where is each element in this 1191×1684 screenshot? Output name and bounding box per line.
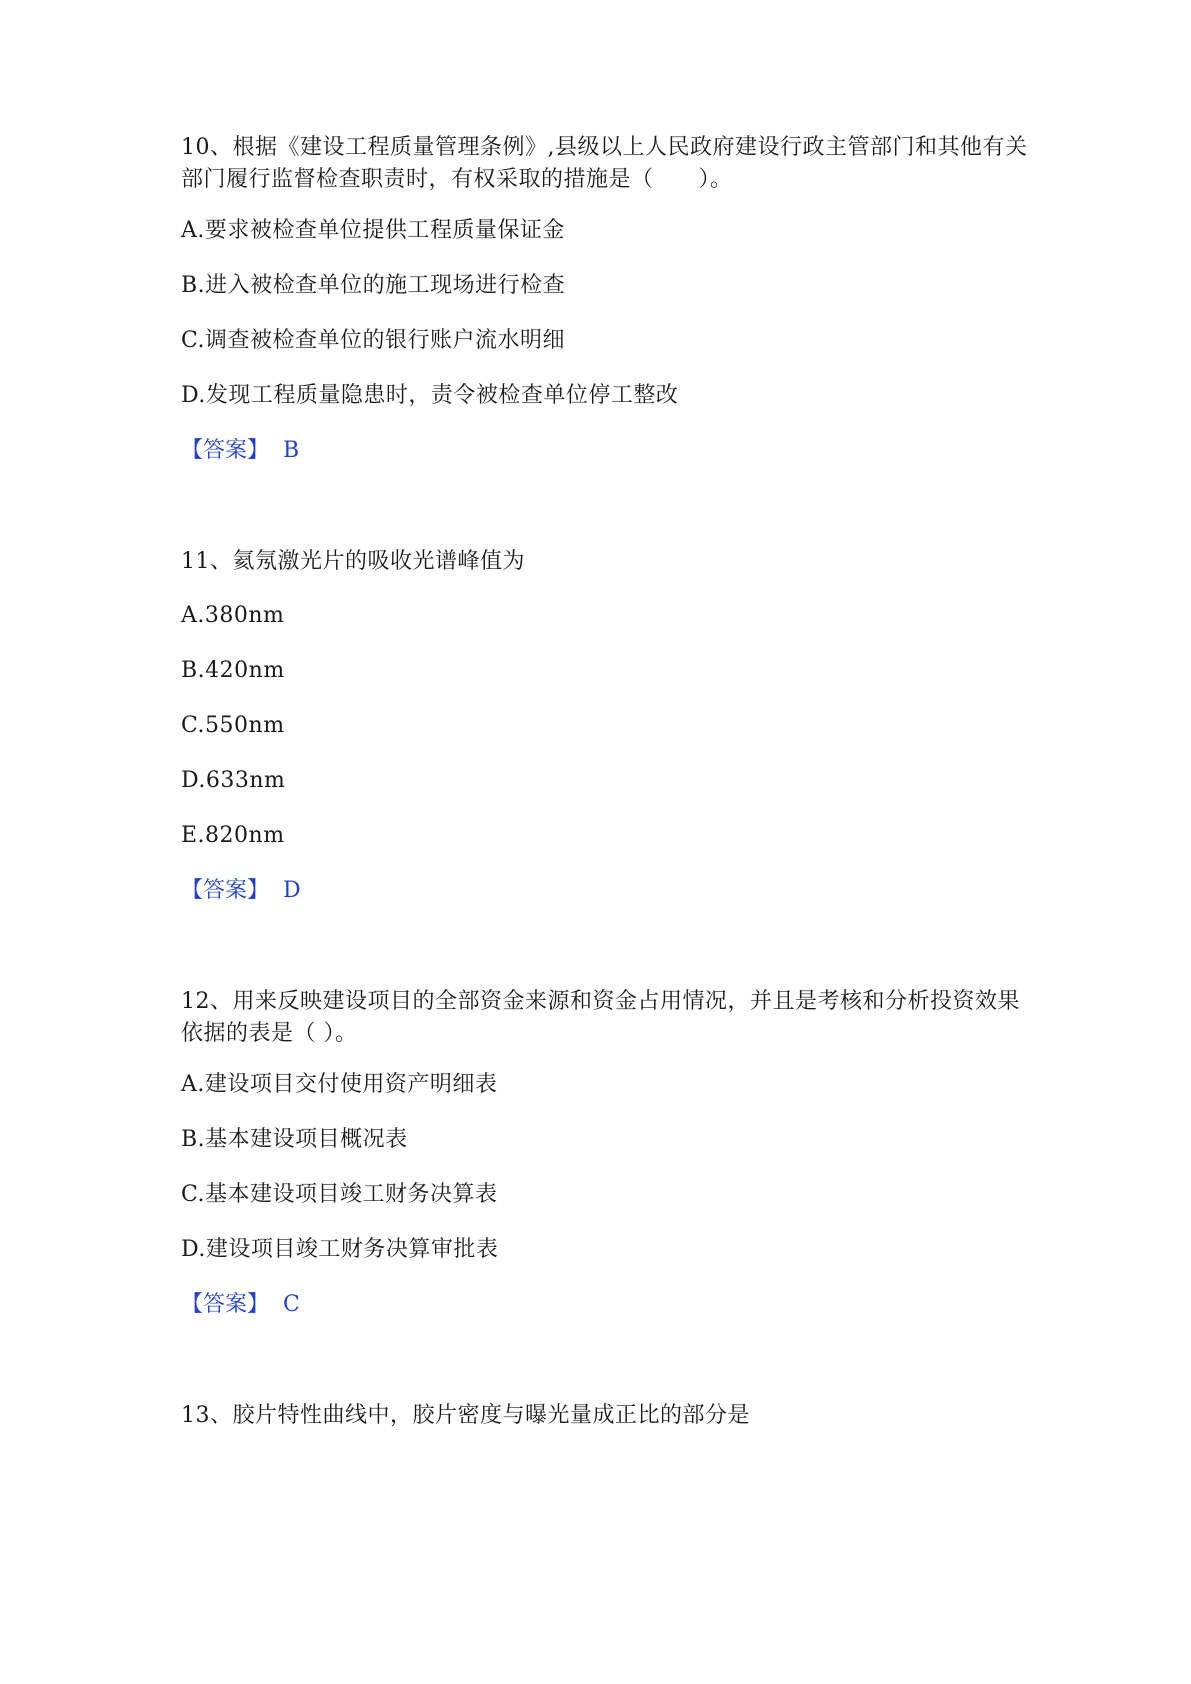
- option-c: C.550nm: [181, 713, 285, 738]
- answer-line: [181, 436, 299, 466]
- option-b: B.进入被检查单位的施工现场进行检查: [181, 273, 566, 298]
- option-b: B.420nm: [181, 658, 285, 683]
- option-c: C.基本建设项目竣工财务决算表: [181, 1182, 498, 1207]
- question-12: [181, 986, 1041, 1050]
- question-stem: 11、氦氖激光片的吸收光谱峰值为: [181, 549, 525, 574]
- option-a: A.要求被检查单位提供工程质量保证金: [181, 218, 565, 243]
- answer-value: C: [283, 1292, 300, 1317]
- question-stem: 13、胶片特性曲线中，胶片密度与曝光量成正比的部分是: [181, 1403, 750, 1428]
- question-13: [181, 1400, 1041, 1432]
- answer-label: 【答案】: [181, 438, 270, 463]
- option-b: B.基本建设项目概况表: [181, 1127, 408, 1152]
- answer-value: B: [283, 438, 300, 463]
- question-stem: 10、根据《建设工程质量管理条例》,县级以上人民政府建设行政主管部门和其他有关部门履行监督检查职责时，有权采取的措施是（ ）。: [181, 135, 1028, 192]
- answer-line: [181, 876, 301, 906]
- option-d: D.633nm: [181, 768, 286, 793]
- option-a: A.380nm: [181, 603, 285, 628]
- option-d: D.建设项目竣工财务决算审批表: [181, 1237, 499, 1262]
- question-11: [181, 546, 1041, 578]
- question-10: [181, 132, 1041, 196]
- answer-line: [181, 1290, 300, 1320]
- answer-label: 【答案】: [181, 1292, 270, 1317]
- answer-value: D: [283, 878, 301, 903]
- answer-label: 【答案】: [181, 878, 270, 903]
- question-stem: 12、用来反映建设项目的全部资金来源和资金占用情况，并且是考核和分析投资效果依据的表是（ ）。: [181, 989, 1020, 1046]
- option-d: D.发现工程质量隐患时，责令被检查单位停工整改: [181, 383, 679, 408]
- option-c: C.调查被检查单位的银行账户流水明细: [181, 328, 566, 353]
- option-a: A.建设项目交付使用资产明细表: [181, 1072, 498, 1097]
- option-e: E.820nm: [181, 823, 285, 848]
